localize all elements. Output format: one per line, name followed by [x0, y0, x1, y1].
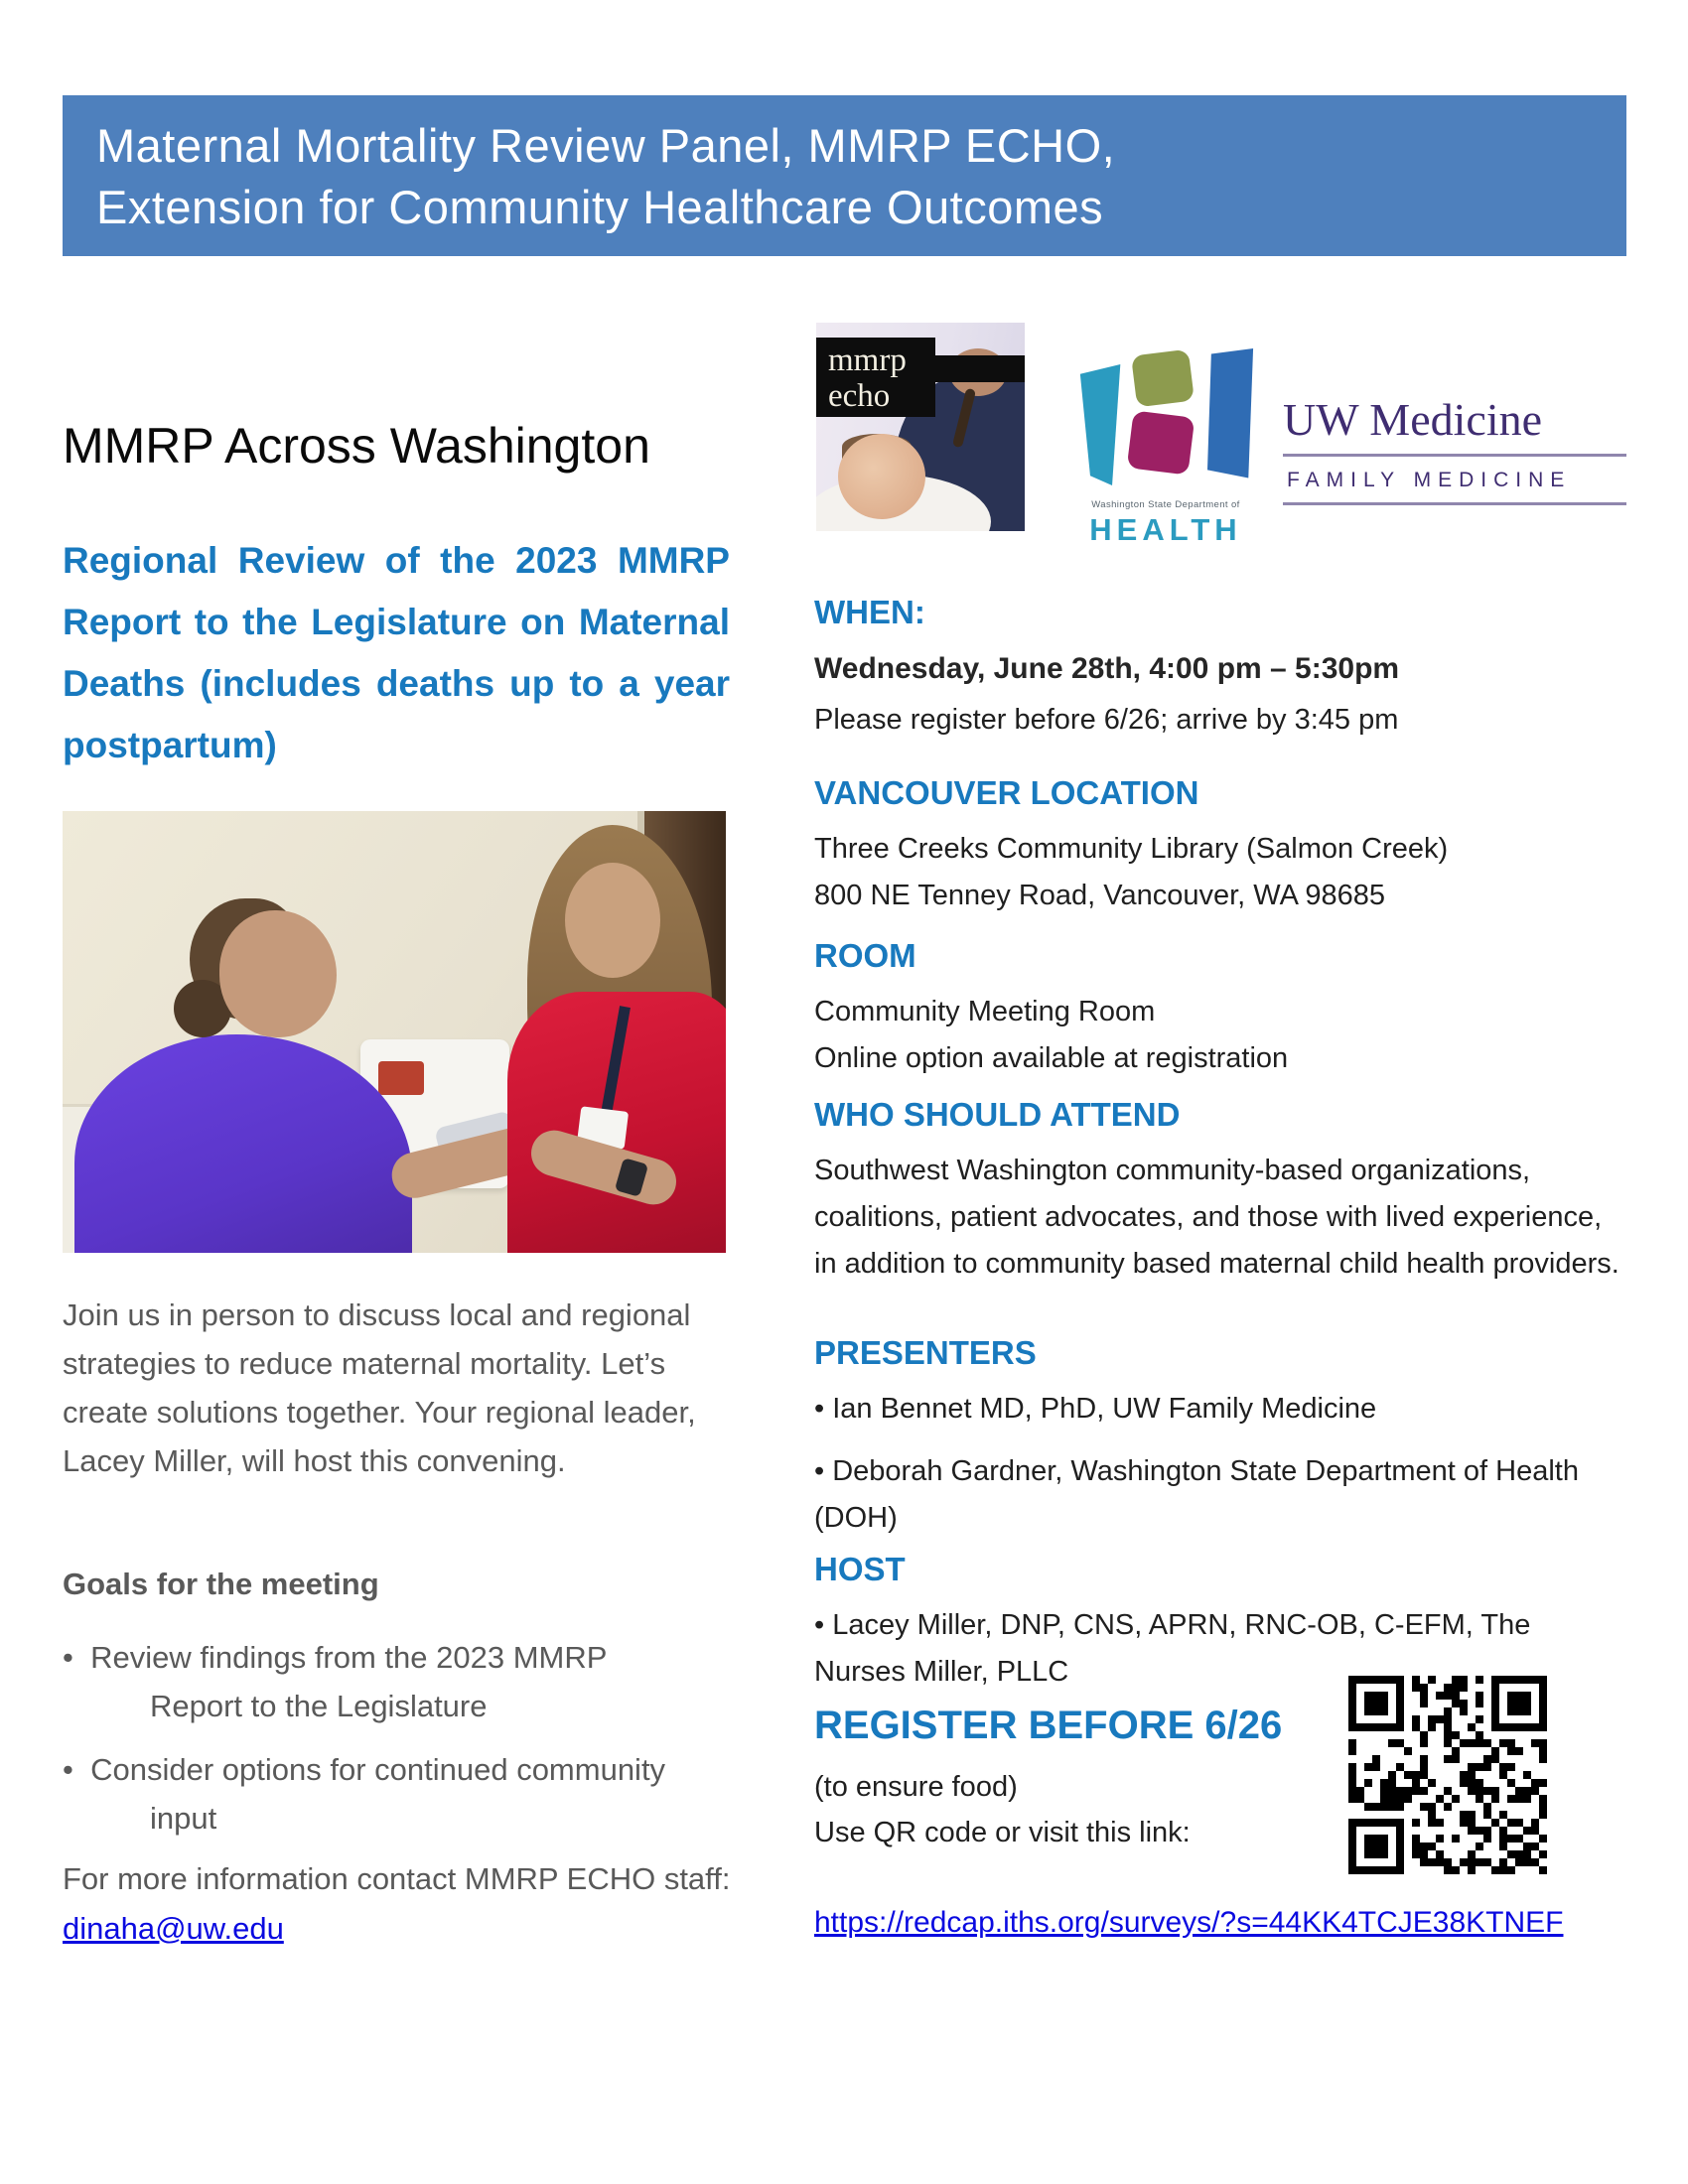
uw-family-medicine-line: FAMILY MEDICINE — [1287, 469, 1572, 491]
goals-heading: Goals for the meeting — [63, 1567, 379, 1601]
presenter-item: • Deborah Gardner, Washington State Department of Health (DOH) — [814, 1448, 1623, 1542]
goal-item: • Review findings from the 2023 MMRP Report to the Legislature — [63, 1633, 698, 1730]
mmrp-echo-wordmark: mmrp echo — [816, 338, 935, 417]
event-datetime: Wednesday, June 28th, 4:00 pm – 5:30pm — [814, 652, 1400, 685]
section-when — [814, 594, 1623, 744]
doh-dept-line: Washington State Department of — [1091, 499, 1240, 510]
host-item: • Lacey Miller, DNP, CNS, APRN, RNC-OB, C-EFM, The Nurses Miller, PLLC — [814, 1602, 1623, 1696]
section-location — [814, 774, 1623, 919]
presenter-item: • Ian Bennet MD, PhD, UW Family Medicine — [814, 1386, 1623, 1433]
when-heading: WHEN: — [814, 594, 925, 630]
banner — [63, 95, 1626, 256]
banner-title-line1: Maternal Mortality Review Panel, MMRP ECHO, — [96, 119, 1116, 172]
online-option-note: Online option available at registration — [814, 1042, 1289, 1074]
venue-name: Three Creeks Community Library (Salmon Creek) — [814, 833, 1449, 865]
event-subtitle: Regional Review of the 2023 MMRP Report to the Legislature on Maternal Deaths (includes deaths up to a year postpartum) — [63, 540, 730, 765]
uw-medicine-wordmark: UW Medicine — [1283, 394, 1543, 445]
qr-code — [1348, 1676, 1547, 1874]
goal-item: • Consider options for continued community input — [63, 1745, 698, 1843]
contact-text: For more information contact MMRP ECHO staff: — [63, 1861, 731, 1896]
section-register — [814, 1704, 1350, 1855]
section-who-should-attend — [814, 1096, 1623, 1288]
attend-heading: WHO SHOULD ATTEND — [814, 1096, 1181, 1133]
registration-url-link[interactable]: https://redcap.iths.org/surveys/?s=44KK4TCJE38KTNEF — [814, 1906, 1564, 1939]
uw-medicine-logo — [1283, 393, 1626, 505]
venue-address: 800 NE Tenney Road, Vancouver, WA 98685 — [814, 880, 1386, 911]
wa-doh-logo — [1070, 348, 1261, 552]
register-cta: Use QR code or visit this link: — [814, 1817, 1191, 1848]
attend-text: Southwest Washington community-based organizations, coalitions, patient advocates, and those with lived experience, in addition to community based maternal child health providers. — [814, 1155, 1619, 1280]
logo-row — [814, 316, 1626, 549]
page-title: MMRP Across Washington — [63, 418, 650, 474]
contact-line — [63, 1854, 738, 1954]
mmrp-echo-logo — [816, 323, 1025, 531]
presenters-heading: PRESENTERS — [814, 1334, 1037, 1371]
intro-paragraph: Join us in person to discuss local and regional strategies to reduce maternal mortality. Let’s create solutions together. Your regional leader, Lacey Miller, will host this convening. — [63, 1297, 696, 1478]
register-heading: REGISTER BEFORE 6/26 — [814, 1704, 1283, 1747]
location-heading: VANCOUVER LOCATION — [814, 774, 1199, 811]
doh-health-wordmark: HEALTH — [1089, 512, 1242, 547]
host-heading: HOST — [814, 1551, 906, 1587]
baby-figure — [838, 434, 925, 519]
clinic-photo — [63, 811, 726, 1253]
section-register-link — [814, 1894, 1599, 1951]
section-room — [814, 937, 1623, 1082]
doh-w-mark — [1070, 348, 1261, 493]
room-name: Community Meeting Room — [814, 996, 1156, 1027]
room-heading: ROOM — [814, 937, 916, 974]
contact-email-link[interactable]: dinaha@uw.edu — [63, 1911, 284, 1946]
register-food-note: (to ensure food) — [814, 1771, 1018, 1803]
section-presenters — [814, 1334, 1623, 1558]
register-deadline-note: Please register before 6/26; arrive by 3:45 pm — [814, 704, 1399, 736]
banner-title-line2: Extension for Community Healthcare Outcomes — [96, 181, 1104, 233]
